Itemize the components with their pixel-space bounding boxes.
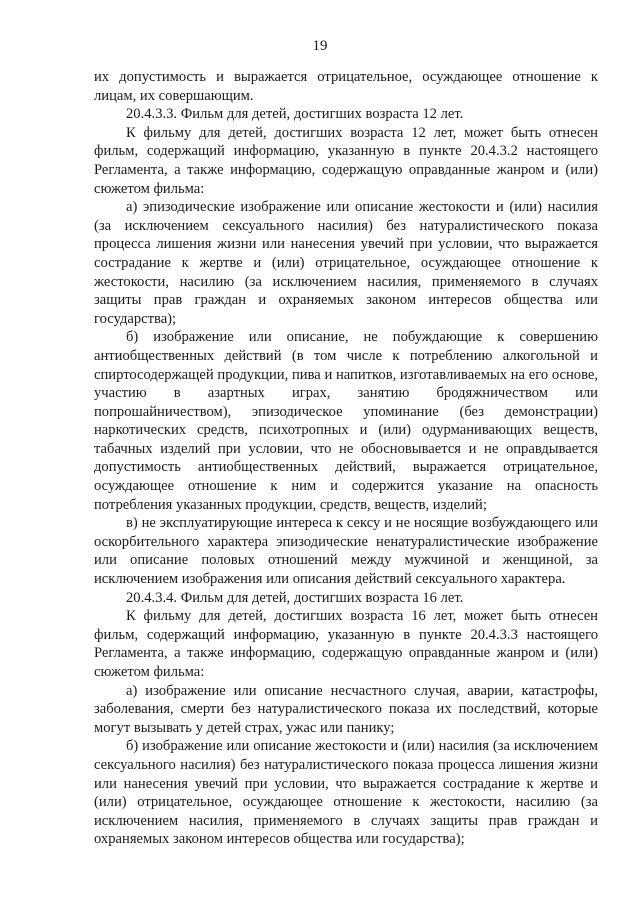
section-heading-16: 20.4.3.4. Фильм для детей, достигших возраста 16 лет. [126, 589, 464, 606]
paragraph-16-item-a: а) изображение или описание несчастного случая, аварии, катастрофы, заболевания, смерти без натуралистического показа их последствий, которые могут вызывать у детей страх, ужас или панику; [94, 682, 598, 736]
paragraph-12-item-v: в) не эксплуатирующие интереса к сексу и не носящие возбуждающего или оскорбительного характера эпизодические ненатуралистические изображение или описание половых отношений между мужчиной и женщиной, за исключением изображения или описания действий сексуального характера. [94, 515, 598, 588]
paragraph-16-item-b: б) изображение или описание жестокости и (или) насилия (за исключением сексуального насилия) без натуралистического показа процесса лишения жизни или нанесения увечий при условии, что выражается сострадание к жертве и (или) отрицательное, осуждающее отношение к жестокости, насилию (за исключением насилия, применяемого в случаях защиты прав граждан и охраняемых законом интересов общества или государства); [94, 738, 598, 848]
section-heading-12: 20.4.3.3. Фильм для детей, достигших возраста 12 лет. [126, 106, 464, 123]
paragraph-continuation: их допустимость и выражается отрицательное, осуждающее отношение к лицам, их совершающим. [94, 69, 598, 104]
paragraph-12-intro: К фильму для детей, достигших возраста 12 лет, может быть отнесен фильм, содержащий информацию, указанную в пункте 20.4.3.2 настоящего Регламента, а также информацию, содержащую оправданные жанром и (или) сюжетом фильма: [94, 124, 598, 197]
paragraph-16-intro: К фильму для детей, достигших возраста 16 лет, может быть отнесен фильм, содержащий информацию, указанную в пункте 20.4.3.3 настоящего Регламента, а также информацию, содержащую оправданные жанром и (или) сюжетом фильма: [94, 608, 598, 680]
paragraph-12-item-b: б) изображение или описание, не побуждающие к совершению антиобщественных действий (в том числе к потреблению алкогольной и спиртосодержащей продукции, пива и напитков, изготавливаемых на его основе, участию в азартных играх, занятию бродяжничеством или попрошайничеством), эпизодическое упоминание (без демонстрации) наркотических средств, психотропных и (или) одурманивающих веществ, табачных изделий при условии, что не обосновывается и не оправдывается допустимость антиобщественных действий, выражается отрицательное, осуждающее отношение к ним и содержится указание на опасность потребления указанных продукции, средств, веществ, изделий; [94, 329, 598, 513]
paragraph-12-item-a: а) эпизодические изображение или описание жестокости и (или) насилия (за исключением сексуального насилия) без натуралистического показа процесса лишения жизни или нанесения увечий при условии, что выражается сострадание к жертве и (или) отрицательное, осуждающее отношение к жестокости, насилию (за исключением насилия, применяемого в случаях защиты прав граждан и охраняемых законом интересов общества или государства); [94, 199, 598, 327]
page-number: 19 [312, 38, 328, 54]
document-body [94, 68, 598, 849]
